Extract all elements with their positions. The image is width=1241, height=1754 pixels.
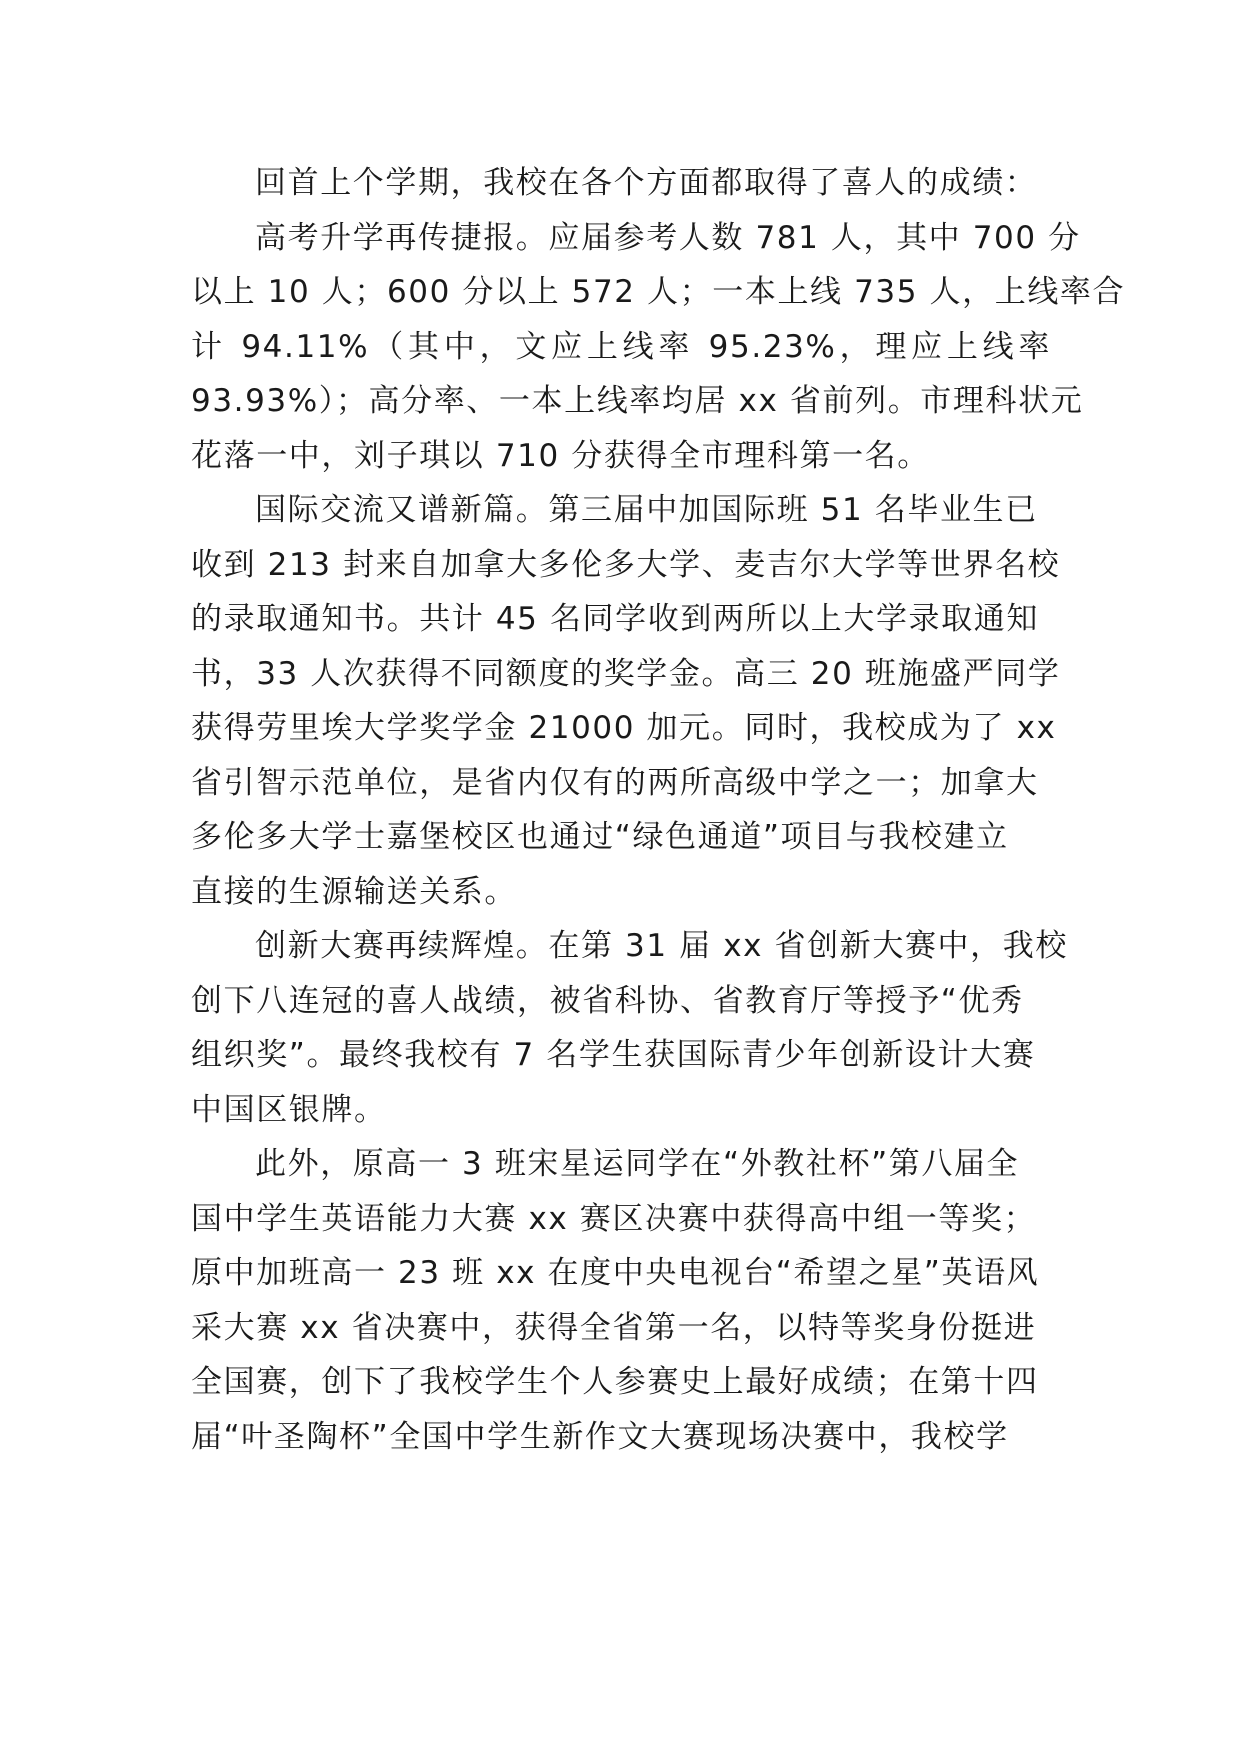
paragraph-other-line-4: 采大赛 xx 省决赛中，获得全省第一名，以特等奖身份挺进	[191, 1309, 1037, 1346]
document-body	[191, 156, 1126, 1464]
paragraph-international-line-6: 省引智示范单位，是省内仅有的两所高级中学之一；加拿大	[191, 764, 1039, 801]
paragraph-intro-line-1: 回首上个学期，我校在各个方面都取得了喜人的成绩：	[255, 165, 1038, 201]
paragraph-innovation-line-4: 中国区银牌。	[191, 1091, 387, 1128]
paragraph-other-line-5: 全国赛，创下了我校学生个人参赛史上最好成绩；在第十四	[191, 1364, 1039, 1400]
paragraph-gaokao-line-5: 花落一中，刘子琪以 710 分获得全市理科第一名。	[191, 437, 930, 474]
paragraph-international-line-7: 多伦多大学士嘉堡校区也通过“绿色通道”项目与我校建立	[191, 819, 1009, 855]
paragraph-gaokao-line-3: 计 94.11%（其中，文应上线率 95.23%，理应上线率	[191, 328, 1051, 365]
paragraph-other-line-2: 国中学生英语能力大赛 xx 赛区决赛中获得高中组一等奖；	[191, 1200, 1037, 1237]
paragraph-innovation-line-2: 创下八连冠的喜人战绩，被省科协、省教育厅等授予“优秀	[191, 982, 1024, 1019]
paragraph-innovation-line-1: 创新大赛再续辉煌。在第 31 届 xx 省创新大赛中，我校	[255, 928, 1068, 964]
paragraph-international-line-2: 收到 213 封来自加拿大多伦多大学、麦吉尔大学等世界名校	[191, 546, 1061, 583]
paragraph-innovation-line-3: 组织奖”。最终我校有 7 名学生获国际青少年创新设计大赛	[191, 1037, 1036, 1073]
paragraph-international-line-4: 书，33 人次获得不同额度的奖学金。高三 20 班施盛严同学	[191, 655, 1061, 692]
paragraph-international-line-1: 国际交流又谱新篇。第三届中加国际班 51 名毕业生已	[255, 492, 1038, 528]
paragraph-gaokao-line-4: 93.93%）；高分率、一本上线率均居 xx 省前列。市理科状元	[191, 383, 1084, 419]
paragraph-other-line-6: 届“叶圣陶杯”全国中学生新作文大赛现场决赛中，我校学	[191, 1418, 1009, 1455]
paragraph-international-line-8: 直接的生源输送关系。	[191, 873, 517, 910]
paragraph-international-line-3: 的录取通知书。共计 45 名同学收到两所以上大学录取通知	[191, 601, 1039, 637]
paragraph-other-line-3: 原中加班高一 23 班 xx 在度中央电视台“希望之星”英语风	[191, 1255, 1040, 1291]
paragraph-other-line-1: 此外，原高一 3 班宋星运同学在“外教社杯”第八届全	[255, 1146, 1020, 1182]
paragraph-gaokao-line-1: 高考升学再传捷报。应届参考人数 781 人，其中 700 分	[255, 219, 1081, 256]
paragraph-international-line-5: 获得劳里埃大学奖学金 21000 加元。同时，我校成为了 xx	[191, 710, 1057, 746]
paragraph-gaokao-line-2: 以上 10 人；600 分以上 572 人；一本上线 735 人，上线率合	[191, 274, 1126, 310]
